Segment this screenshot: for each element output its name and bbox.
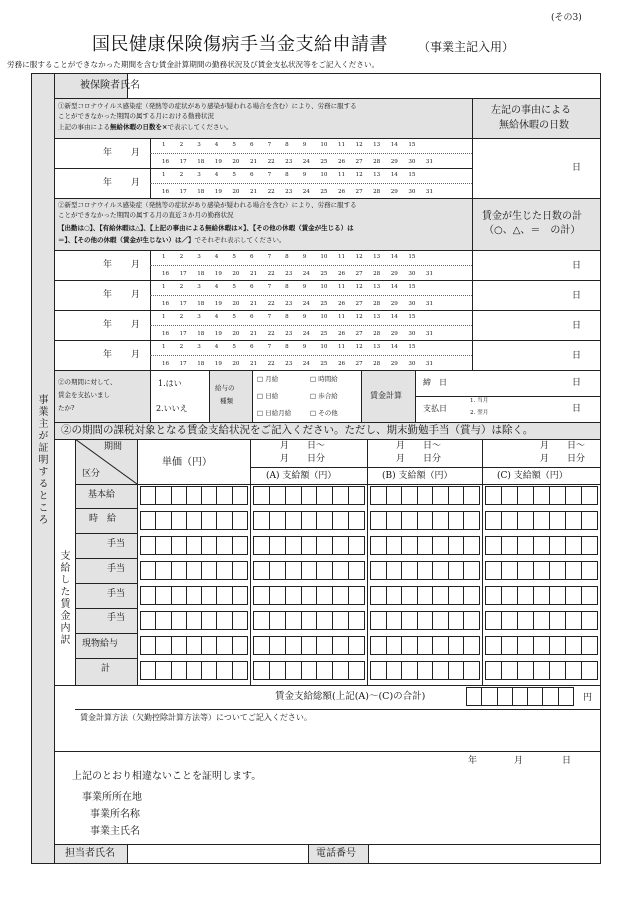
calendar-day[interactable]: 31 <box>425 301 434 307</box>
office-name-label: 事業所名称 <box>90 809 140 820</box>
calendar-row-top[interactable] <box>162 142 426 148</box>
calendar-day[interactable]: 22 <box>267 301 275 307</box>
calendar-day[interactable]: 29 <box>390 271 398 277</box>
calendar-day[interactable]: 15 <box>408 284 416 290</box>
calendar-day[interactable]: 22 <box>267 159 275 165</box>
calendar-day[interactable]: 1 <box>162 284 166 290</box>
calendar-day[interactable]: 27 <box>355 361 363 367</box>
calendar-day[interactable]: 4 <box>214 172 219 178</box>
grand-total-unit: 円 <box>583 693 593 703</box>
calendar-day[interactable]: 6 <box>249 172 254 178</box>
calendar-day[interactable]: 18 <box>197 189 205 195</box>
s1-row1-year: 年 <box>103 148 113 158</box>
period-b-from: 月 日～ <box>396 441 442 451</box>
calendar-day[interactable]: 27 <box>355 271 363 277</box>
calendar-day[interactable]: 20 <box>232 159 240 165</box>
calendar-day[interactable]: 30 <box>408 301 416 307</box>
calendar-day[interactable]: 24 <box>302 301 310 307</box>
calendar-day[interactable]: 28 <box>373 189 381 195</box>
s2-row3-month: 月 <box>131 320 141 330</box>
calendar-day[interactable]: 11 <box>337 254 346 260</box>
s1-row2-month: 月 <box>131 178 141 188</box>
row-allowance-3: 手当 <box>107 589 126 599</box>
s2-row1-days-unit: 日 <box>572 261 582 271</box>
row-allowance-2: 手当 <box>107 564 126 574</box>
s2-row1-year: 年 <box>103 260 113 270</box>
calendar-day[interactable]: 10 <box>320 254 328 260</box>
s2-row4-days-unit: 日 <box>572 351 582 361</box>
calendar-day[interactable]: 11 <box>337 284 346 290</box>
calendar-day[interactable]: 7 <box>267 254 272 260</box>
calendar-day[interactable]: 10 <box>320 284 328 290</box>
calendar-day[interactable]: 20 <box>232 271 240 277</box>
calendar-day[interactable]: 29 <box>390 361 398 367</box>
category-label: 区分 <box>82 469 101 479</box>
calendar-day[interactable]: 7 <box>267 142 272 148</box>
payday-this-month[interactable]: 1. 当月 <box>470 398 489 404</box>
calendar-day[interactable]: 21 <box>249 361 258 367</box>
calendar-day[interactable]: 21 <box>249 301 258 307</box>
instruction-text: 労務に服することができなかった期間を含む賃金計算期間の勤務状況及び賃金支払状況等をご記入ください。 <box>7 60 380 69</box>
calendar-row-top[interactable] <box>162 172 426 178</box>
s2-row3-days-unit: 日 <box>572 321 582 331</box>
staff-name-field[interactable] <box>129 846 306 862</box>
calendar-day[interactable]: 22 <box>267 361 275 367</box>
calendar-day[interactable]: 4 <box>214 314 219 320</box>
calendar-day[interactable]: 10 <box>320 344 328 350</box>
calendar-day[interactable]: 8 <box>285 284 289 290</box>
calendar-day[interactable]: 26 <box>337 331 346 337</box>
calendar-day[interactable]: 30 <box>408 271 416 277</box>
grand-total-label: 賃金支給総額(上記(A)～(C)の合計) <box>275 691 426 702</box>
s1-row2-year: 年 <box>103 178 113 188</box>
calendar-day[interactable]: 8 <box>285 172 289 178</box>
calendar-row-bottom[interactable] <box>162 301 444 307</box>
period-c-to: 月 日分 <box>540 454 586 464</box>
calendar-day[interactable]: 24 <box>302 159 310 165</box>
phone-field[interactable] <box>370 846 598 862</box>
calendar-day[interactable]: 29 <box>390 159 398 165</box>
calendar-day[interactable]: 31 <box>425 159 434 165</box>
calendar-day[interactable]: 26 <box>337 271 346 277</box>
calendar-day[interactable]: 14 <box>390 344 398 350</box>
s1-desc-line2: ことができなかった期間の属する月における勤務状況 <box>58 112 214 120</box>
wage-side-label: 支給した賃金内訳 <box>58 550 69 646</box>
calendar-day[interactable]: 7 <box>267 314 272 320</box>
calendar-row-top[interactable] <box>162 344 426 350</box>
s1-desc-line1: ①新型コロナウイルス感染症（発熱等の症状があり感染が疑われる場合を含む）により、労務に服する <box>58 102 357 110</box>
calendar-day[interactable]: 16 <box>162 361 170 367</box>
calendar-day[interactable]: 31 <box>425 271 434 277</box>
calendar-day[interactable]: 21 <box>249 159 258 165</box>
calendar-day[interactable]: 18 <box>197 331 205 337</box>
calendar-day[interactable]: 15 <box>408 142 416 148</box>
calendar-day[interactable]: 10 <box>320 172 328 178</box>
calendar-day[interactable]: 13 <box>373 142 381 148</box>
calendar-day[interactable]: 23 <box>285 189 293 195</box>
pay-type-daily-monthly[interactable]: □ 日給月給 <box>257 409 292 417</box>
calendar-day[interactable]: 16 <box>162 331 170 337</box>
calendar-day[interactable]: 6 <box>249 314 254 320</box>
closing-day-label: 締 日 <box>423 378 447 387</box>
calendar-day[interactable]: 11 <box>337 142 346 148</box>
calendar-day[interactable]: 26 <box>337 159 346 165</box>
calendar-day[interactable]: 12 <box>355 172 363 178</box>
calendar-day[interactable]: 16 <box>162 159 170 165</box>
s2-desc-line2: ことができなかった期間の属する月の直近３か月の勤務状況 <box>58 211 234 219</box>
paid-no-option[interactable]: 2.いいえ <box>156 404 188 413</box>
calendar-day[interactable]: 20 <box>232 361 240 367</box>
calendar-day[interactable]: 29 <box>390 301 398 307</box>
calendar-row-top[interactable] <box>162 284 426 290</box>
calendar-day[interactable]: 6 <box>249 142 254 148</box>
calendar-day[interactable]: 2 <box>179 314 184 320</box>
calendar-day[interactable]: 31 <box>425 331 434 337</box>
calendar-day[interactable]: 23 <box>285 331 293 337</box>
calendar-day[interactable]: 14 <box>390 172 398 178</box>
paid-yes-option[interactable]: 1.はい <box>158 379 182 388</box>
calendar-day[interactable]: 23 <box>285 271 293 277</box>
side-label: 事業主が証明するところ <box>36 394 47 526</box>
s2-desc-line4: ＝】、【その他の休暇（賃金が生じない）は／】でそれぞれ表示してください。 <box>58 236 286 244</box>
cert-month: 月 <box>514 756 524 766</box>
calendar-day[interactable]: 23 <box>285 361 293 367</box>
calendar-day[interactable]: 9 <box>302 314 307 320</box>
s1-days-unit: 日 <box>572 163 582 173</box>
paid-question-2: 賃金を支払いまし <box>58 391 110 399</box>
calendar-day[interactable]: 31 <box>425 189 434 195</box>
s2-row4-month: 月 <box>131 350 141 360</box>
owner-name-label: 事業主氏名 <box>90 826 140 837</box>
calendar-day[interactable]: 27 <box>355 189 363 195</box>
calendar-day[interactable]: 9 <box>302 254 307 260</box>
calendar-day[interactable]: 12 <box>355 254 363 260</box>
calendar-day[interactable]: 13 <box>373 314 381 320</box>
calendar-day[interactable]: 26 <box>337 361 346 367</box>
calendar-day[interactable]: 9 <box>302 142 307 148</box>
calendar-day[interactable]: 5 <box>232 142 236 148</box>
period-c-from: 月 日～ <box>540 441 586 451</box>
calendar-day[interactable]: 17 <box>179 189 187 195</box>
calendar-day[interactable]: 8 <box>285 314 289 320</box>
calendar-day[interactable]: 24 <box>302 271 310 277</box>
calendar-day[interactable]: 6 <box>249 344 254 350</box>
s2-row2-year: 年 <box>103 290 113 300</box>
calendar-day[interactable]: 27 <box>355 301 363 307</box>
calendar-day[interactable]: 13 <box>373 172 381 178</box>
calendar-day[interactable]: 25 <box>320 331 328 337</box>
calendar-day[interactable]: 30 <box>408 159 416 165</box>
calendar-day[interactable]: 8 <box>285 254 289 260</box>
calendar-day[interactable]: 15 <box>408 314 416 320</box>
calendar-day[interactable]: 16 <box>162 189 170 195</box>
row-allowance-4: 手当 <box>107 613 126 623</box>
calendar-day[interactable]: 4 <box>214 284 219 290</box>
calendar-day[interactable]: 4 <box>214 344 219 350</box>
s1-right-label-2: 無給休暇の日数 <box>499 120 569 131</box>
calendar-day[interactable]: 28 <box>373 331 381 337</box>
calendar-day[interactable]: 17 <box>179 301 187 307</box>
calendar-day[interactable]: 16 <box>162 301 170 307</box>
calendar-day[interactable]: 1 <box>162 172 166 178</box>
calendar-day[interactable]: 5 <box>232 284 236 290</box>
calendar-day[interactable]: 14 <box>390 254 398 260</box>
pay-type-monthly[interactable]: □ 月給 <box>257 375 279 383</box>
calendar-day[interactable]: 29 <box>390 331 398 337</box>
office-address-label: 事業所所在地 <box>82 792 142 803</box>
s2-row2-month: 月 <box>131 290 141 300</box>
s1-row1-month: 月 <box>131 148 141 158</box>
period-a-from: 月 日～ <box>280 441 326 451</box>
s2-right-label-1: 賃金が生じた日数の計 <box>482 211 582 222</box>
calendar-day[interactable]: 19 <box>214 331 222 337</box>
calendar-row-bottom[interactable] <box>162 331 444 337</box>
calendar-day[interactable]: 8 <box>285 344 289 350</box>
paid-question-1: ②の期間に対して、 <box>58 378 117 386</box>
calendar-day[interactable]: 17 <box>179 361 187 367</box>
calendar-day[interactable]: 5 <box>232 254 236 260</box>
cert-statement: 上記のとおり相違ないことを証明します。 <box>72 771 262 782</box>
calendar-day[interactable]: 26 <box>337 189 346 195</box>
calendar-day[interactable]: 22 <box>267 271 275 277</box>
calendar-day[interactable]: 13 <box>373 344 381 350</box>
calendar-day[interactable]: 9 <box>302 344 307 350</box>
payday-next-month[interactable]: 2. 翌月 <box>470 410 489 416</box>
calendar-day[interactable]: 11 <box>337 172 346 178</box>
row-total: 計 <box>101 664 111 674</box>
calendar-day[interactable]: 10 <box>320 142 328 148</box>
calendar-day[interactable]: 19 <box>214 159 222 165</box>
pay-type-daily[interactable]: □ 日給 <box>257 392 279 400</box>
staff-name-label: 担当者氏名 <box>65 848 115 859</box>
period-label: 期間 <box>104 442 123 452</box>
calendar-day[interactable]: 21 <box>249 271 258 277</box>
calendar-day[interactable]: 12 <box>355 344 363 350</box>
calendar-day[interactable]: 12 <box>355 284 363 290</box>
calendar-day[interactable]: 19 <box>214 271 222 277</box>
calendar-day[interactable]: 18 <box>197 159 205 165</box>
calendar-day[interactable]: 25 <box>320 361 328 367</box>
calendar-day[interactable]: 20 <box>232 331 240 337</box>
calendar-day[interactable]: 15 <box>408 172 416 178</box>
calendar-day[interactable]: 25 <box>320 189 328 195</box>
unit-price-label: 単価（円） <box>162 457 212 468</box>
calendar-day[interactable]: 18 <box>197 271 205 277</box>
calendar-day[interactable]: 22 <box>267 189 275 195</box>
calendar-day[interactable]: 1 <box>162 142 166 148</box>
calendar-day[interactable]: 20 <box>232 301 240 307</box>
calendar-day[interactable]: 2 <box>179 284 184 290</box>
calendar-day[interactable]: 24 <box>302 331 310 337</box>
calendar-day[interactable]: 10 <box>320 314 328 320</box>
calendar-day[interactable]: 20 <box>232 189 240 195</box>
calendar-day[interactable]: 25 <box>320 271 328 277</box>
period-b-to: 月 日分 <box>396 454 442 464</box>
calendar-day[interactable]: 30 <box>408 331 416 337</box>
s2-desc-line3: 【出勤は○】、【有給休暇は△】、【上記の事由による無給休暇は×】、【その他の休暇（賃金が生じる）は <box>58 224 354 232</box>
calendar-day[interactable]: 18 <box>197 301 205 307</box>
s2-desc-line1: ②新型コロナウイルス感染症（発熱等の症状があり感染が疑われる場合を含む）により、労務に服する <box>58 201 357 209</box>
calc-method-field[interactable] <box>78 726 596 748</box>
calendar-row-bottom[interactable] <box>162 159 444 165</box>
wage-table-header: ②の期間の課税対象となる賃金支給状況をご記入ください。ただし、期末勤勉手当（賞与）は除く。 <box>61 424 534 436</box>
calendar-day[interactable]: 13 <box>373 284 381 290</box>
calendar-row-bottom[interactable] <box>162 271 444 277</box>
col-b-label: (B) 支給額（円） <box>382 471 453 481</box>
calendar-day[interactable]: 17 <box>179 159 187 165</box>
grand-total-field[interactable] <box>466 687 574 706</box>
calendar-day[interactable]: 31 <box>425 361 434 367</box>
s2-row4-year: 年 <box>103 350 113 360</box>
calendar-day[interactable]: 7 <box>267 172 272 178</box>
paid-question-3: たか? <box>58 404 75 412</box>
calendar-day[interactable]: 24 <box>302 361 310 367</box>
calendar-day[interactable]: 17 <box>179 271 187 277</box>
calendar-day[interactable]: 3 <box>197 314 201 320</box>
form-number: (その3) <box>551 13 582 23</box>
row-basic-pay: 基本給 <box>88 490 116 500</box>
s2-row2-days-unit: 日 <box>572 291 582 301</box>
calendar-day[interactable]: 3 <box>197 284 201 290</box>
s2-row3-year: 年 <box>103 320 113 330</box>
closing-day-unit: 日 <box>572 378 582 388</box>
calendar-day[interactable]: 13 <box>373 254 381 260</box>
calendar-day[interactable]: 15 <box>408 254 416 260</box>
calendar-day[interactable]: 30 <box>408 189 416 195</box>
calendar-day[interactable]: 25 <box>320 159 328 165</box>
calendar-day[interactable]: 21 <box>249 331 258 337</box>
calendar-day[interactable]: 14 <box>390 314 398 320</box>
calendar-day[interactable]: 11 <box>337 344 346 350</box>
col-c-label: (C) 支給額（円） <box>497 471 568 481</box>
calendar-day[interactable]: 6 <box>249 284 254 290</box>
insured-name-label: 被保険者氏名 <box>80 80 140 91</box>
s2-row1-month: 月 <box>131 260 141 270</box>
s1-desc-line3: 上記の事由による無給休暇の日数を×で表示してください。 <box>58 123 233 131</box>
s2-right-label-2: （○、△、＝ の計） <box>484 225 581 236</box>
calendar-day[interactable]: 15 <box>408 344 416 350</box>
calendar-day[interactable]: 12 <box>355 314 363 320</box>
calendar-day[interactable]: 3 <box>197 344 201 350</box>
calendar-day[interactable]: 5 <box>232 314 236 320</box>
calendar-day[interactable]: 2 <box>179 172 184 178</box>
calendar-day[interactable]: 3 <box>197 142 201 148</box>
calendar-row-bottom[interactable] <box>162 189 444 195</box>
calendar-day[interactable]: 1 <box>162 314 166 320</box>
calendar-day[interactable]: 22 <box>267 331 275 337</box>
row-in-kind: 現物給与 <box>82 639 119 649</box>
calendar-day[interactable]: 28 <box>373 361 381 367</box>
row-hourly: 時 給 <box>89 514 117 524</box>
form-subtitle: （事業主記入用） <box>418 40 515 54</box>
cert-year: 年 <box>468 756 478 766</box>
calendar-day[interactable]: 3 <box>197 172 201 178</box>
calendar-day[interactable]: 2 <box>179 254 184 260</box>
row-allowance-1: 手当 <box>107 539 126 549</box>
calc-method-label: 賃金計算方法（欠勤控除計算方法等）についてご記入ください。 <box>80 713 312 722</box>
calendar-day[interactable]: 18 <box>197 361 205 367</box>
calendar-day[interactable]: 1 <box>162 344 166 350</box>
calendar-day[interactable]: 12 <box>355 142 363 148</box>
calendar-day[interactable]: 2 <box>179 344 184 350</box>
pay-type-hourly[interactable]: □ 時間給 <box>310 375 338 383</box>
calendar-day[interactable]: 29 <box>390 189 398 195</box>
calendar-day[interactable]: 8 <box>285 142 289 148</box>
calendar-day[interactable]: 26 <box>337 301 346 307</box>
calendar-day[interactable]: 30 <box>408 361 416 367</box>
calendar-day[interactable]: 1 <box>162 254 166 260</box>
s1-right-label-1: 左記の事由による <box>491 105 571 116</box>
calendar-day[interactable]: 28 <box>373 159 381 165</box>
calendar-day[interactable]: 19 <box>214 361 222 367</box>
calendar-day[interactable]: 23 <box>285 301 293 307</box>
calendar-day[interactable]: 4 <box>214 142 219 148</box>
calendar-day[interactable]: 6 <box>249 254 254 260</box>
calendar-day[interactable]: 17 <box>179 331 187 337</box>
calendar-day[interactable]: 9 <box>302 284 307 290</box>
calendar-day[interactable]: 16 <box>162 271 170 277</box>
pay-type-other[interactable]: □ その他 <box>310 409 338 417</box>
calendar-day[interactable]: 23 <box>285 159 293 165</box>
calendar-day[interactable]: 5 <box>232 344 236 350</box>
calendar-day[interactable]: 24 <box>302 189 310 195</box>
calendar-day[interactable]: 2 <box>179 142 184 148</box>
calendar-day[interactable]: 5 <box>232 172 236 178</box>
calendar-day[interactable]: 19 <box>214 189 222 195</box>
calendar-day[interactable]: 4 <box>214 254 219 260</box>
wage-calc-label: 賃金計算 <box>370 391 402 400</box>
cert-day: 日 <box>562 756 572 766</box>
pay-type-label-2: 種類 <box>220 397 233 405</box>
calendar-row-top[interactable] <box>162 254 426 260</box>
calendar-day[interactable]: 28 <box>373 301 381 307</box>
calendar-row-bottom[interactable] <box>162 361 444 367</box>
certification-fields[interactable] <box>160 790 590 840</box>
col-a-label: (A) 支給額（円） <box>266 471 337 481</box>
insured-name-field[interactable] <box>130 76 598 96</box>
calendar-day[interactable]: 27 <box>355 331 363 337</box>
calendar-day[interactable]: 25 <box>320 301 328 307</box>
calendar-row-top[interactable] <box>162 314 426 320</box>
calendar-day[interactable]: 9 <box>302 172 307 178</box>
calendar-day[interactable]: 14 <box>390 142 398 148</box>
calendar-day[interactable]: 7 <box>267 284 272 290</box>
pay-type-label-1: 給与の <box>215 384 235 392</box>
calendar-day[interactable]: 19 <box>214 301 222 307</box>
calendar-day[interactable]: 28 <box>373 271 381 277</box>
pay-type-commission[interactable]: □ 歩合給 <box>310 392 338 400</box>
calendar-day[interactable]: 3 <box>197 254 201 260</box>
period-a-to: 月 日分 <box>280 454 326 464</box>
payday-unit: 日 <box>572 404 582 414</box>
form-title: 国民健康保険傷病手当金支給申請書 <box>92 34 388 55</box>
payday-label: 支払日 <box>423 404 447 413</box>
calendar-day[interactable]: 11 <box>337 314 346 320</box>
calendar-day[interactable]: 14 <box>390 284 398 290</box>
calendar-day[interactable]: 27 <box>355 159 363 165</box>
phone-label: 電話番号 <box>316 848 356 859</box>
calendar-day[interactable]: 7 <box>267 344 272 350</box>
calendar-day[interactable]: 21 <box>249 189 258 195</box>
